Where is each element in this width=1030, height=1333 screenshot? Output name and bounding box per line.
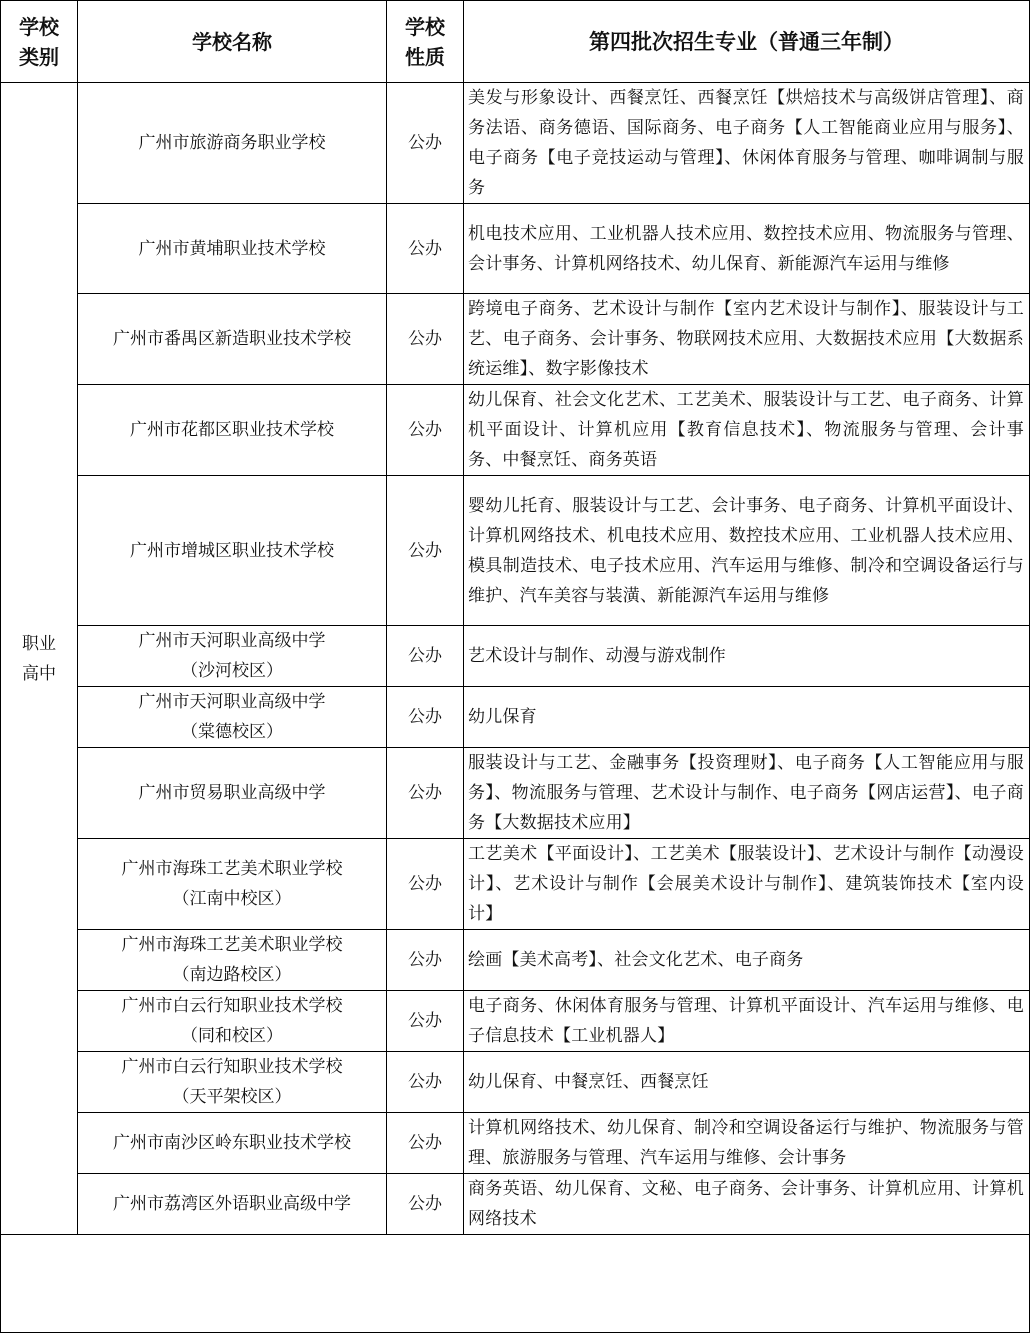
majors-cell: 跨境电子商务、艺术设计与制作【室内艺术设计与制作】、服装设计与工艺、电子商务、会计事务、物联网技术应用、大数据技术应用【大数据系统运维】、数字影像技术 [464, 294, 1030, 385]
header-majors: 第四批次招生专业（普通三年制） [464, 1, 1030, 83]
school-nature-cell: 公办 [387, 476, 464, 626]
school-nature-cell: 公办 [387, 748, 464, 839]
school-name: 广州市荔湾区外语职业高级中学 [113, 1194, 351, 1214]
school-nature-cell: 公办 [387, 1052, 464, 1113]
school-name: 广州市番禺区新造职业技术学校 [113, 329, 351, 349]
majors-cell: 绘画【美术高考】、社会文化艺术、电子商务 [464, 930, 1030, 991]
school-name: 广州市海珠工艺美术职业学校 [121, 935, 343, 955]
table-row [1, 748, 1030, 839]
school-campus: （江南中校区） [172, 889, 292, 909]
school-nature-cell: 公办 [387, 83, 464, 204]
table-row [1, 626, 1030, 687]
school-name-cell [78, 626, 387, 687]
school-name: 广州市白云行知职业技术学校 [121, 1057, 343, 1077]
category-line2: 高中 [22, 663, 56, 684]
table-row [1, 385, 1030, 476]
school-name-cell [78, 1052, 387, 1113]
school-name-cell [78, 385, 387, 476]
school-name-cell [78, 687, 387, 748]
majors-cell: 计算机网络技术、幼儿保育、制冷和空调设备运行与维护、物流服务与管理、旅游服务与管理、汽车运用与维修、会计事务 [464, 1113, 1030, 1174]
header-school-name: 学校名称 [78, 1, 387, 83]
school-name-cell [78, 476, 387, 626]
school-campus: （棠德校区） [181, 722, 283, 742]
school-campus: （同和校区） [181, 1026, 283, 1046]
majors-cell: 电子商务、休闲体育服务与管理、计算机平面设计、汽车运用与维修、电子信息技术【工业机器人】 [464, 991, 1030, 1052]
majors-cell: 幼儿保育、社会文化艺术、工艺美术、服装设计与工艺、电子商务、计算机平面设计、计算机应用【教育信息技术】、物流服务与管理、会计事务、中餐烹饪、商务英语 [464, 385, 1030, 476]
school-nature-cell: 公办 [387, 204, 464, 294]
school-name-cell [78, 1113, 387, 1174]
school-name: 广州市黄埔职业技术学校 [138, 238, 326, 259]
majors-cell: 幼儿保育 [464, 687, 1030, 748]
school-name: 广州市南沙区岭东职业技术学校 [113, 1133, 351, 1153]
header-nature-line1: 学校 [405, 14, 445, 39]
school-name: 广州市旅游商务职业学校 [138, 133, 326, 153]
table-row [1, 294, 1030, 385]
school-name-cell [78, 83, 387, 204]
school-nature-cell: 公办 [387, 1113, 464, 1174]
school-nature-cell: 公办 [387, 991, 464, 1052]
school-nature-cell: 公办 [387, 385, 464, 476]
school-name: 广州市海珠工艺美术职业学校 [121, 859, 343, 879]
header-nature [387, 1, 464, 83]
school-nature-cell: 公办 [387, 687, 464, 748]
school-name: 广州市贸易职业高级中学 [138, 783, 326, 803]
majors-cell: 婴幼儿托育、服装设计与工艺、会计事务、电子商务、计算机平面设计、计算机网络技术、机电技术应用、数控技术应用、工业机器人技术应用、模具制造技术、电子技术应用、汽车运用与维修、制冷和空调设备运行与维护、汽车美容与装潢、新能源汽车运用与维修 [464, 476, 1030, 626]
school-campus: （沙河校区） [181, 661, 283, 681]
school-name-cell [78, 991, 387, 1052]
table-row [1, 476, 1030, 626]
school-nature-cell: 公办 [387, 930, 464, 991]
school-name: 广州市白云行知职业技术学校 [121, 996, 343, 1016]
school-nature-cell: 公办 [387, 294, 464, 385]
table-row [1, 204, 1030, 294]
school-name: 广州市天河职业高级中学 [138, 692, 326, 712]
table-row [1, 930, 1030, 991]
school-name-cell [78, 930, 387, 991]
school-name: 广州市增城区职业技术学校 [130, 540, 334, 561]
table-row [1, 687, 1030, 748]
table-row [1, 83, 1030, 204]
header-category [1, 1, 78, 83]
table-body [1, 83, 1030, 1235]
table-row [1, 1113, 1030, 1174]
school-campus: （天平架校区） [172, 1087, 292, 1107]
school-name-cell [78, 748, 387, 839]
school-name: 广州市花都区职业技术学校 [130, 420, 334, 440]
school-name-cell [78, 839, 387, 930]
majors-cell: 机电技术应用、工业机器人技术应用、数控技术应用、物流服务与管理、会计事务、计算机网络技术、幼儿保育、新能源汽车运用与维修 [464, 204, 1030, 294]
majors-cell: 商务英语、幼儿保育、文秘、电子商务、会计事务、计算机应用、计算机网络技术 [464, 1174, 1030, 1235]
header-row [1, 1, 1030, 83]
table-row [1, 1174, 1030, 1235]
school-campus: （南边路校区） [172, 965, 292, 985]
school-nature-cell: 公办 [387, 626, 464, 687]
school-nature-cell: 公办 [387, 1174, 464, 1235]
school-name-cell [78, 294, 387, 385]
table-row [1, 839, 1030, 930]
majors-cell: 幼儿保育、中餐烹饪、西餐烹饪 [464, 1052, 1030, 1113]
school-name-cell [78, 1174, 387, 1235]
school-nature-cell: 公办 [387, 839, 464, 930]
school-name-cell [78, 204, 387, 294]
majors-cell: 艺术设计与制作、动漫与游戏制作 [464, 626, 1030, 687]
school-category-cell [1, 83, 78, 1235]
table-row [1, 1052, 1030, 1113]
majors-cell: 美发与形象设计、西餐烹饪、西餐烹饪【烘焙技术与高级饼店管理】、商务法语、商务德语、国际商务、电子商务【人工智能商业应用与服务】、电子商务【电子竞技运动与管理】、休闲体育服务与管理、咖啡调制与服务 [464, 83, 1030, 204]
category-line1: 职业 [22, 633, 56, 654]
majors-cell: 服装设计与工艺、金融事务【投资理财】、电子商务【人工智能应用与服务】、物流服务与管理、艺术设计与制作、电子商务【网店运营】、电子商务【大数据技术应用】 [464, 748, 1030, 839]
header-nature-line2: 性质 [405, 44, 445, 69]
header-category-line2: 类别 [19, 44, 59, 69]
table-row [1, 991, 1030, 1052]
majors-cell: 工艺美术【平面设计】、工艺美术【服装设计】、艺术设计与制作【动漫设计】、艺术设计与制作【会展美术设计与制作】、建筑装饰技术【室内设计】 [464, 839, 1030, 930]
school-name: 广州市天河职业高级中学 [138, 631, 326, 651]
header-category-line1: 学校 [19, 14, 59, 39]
